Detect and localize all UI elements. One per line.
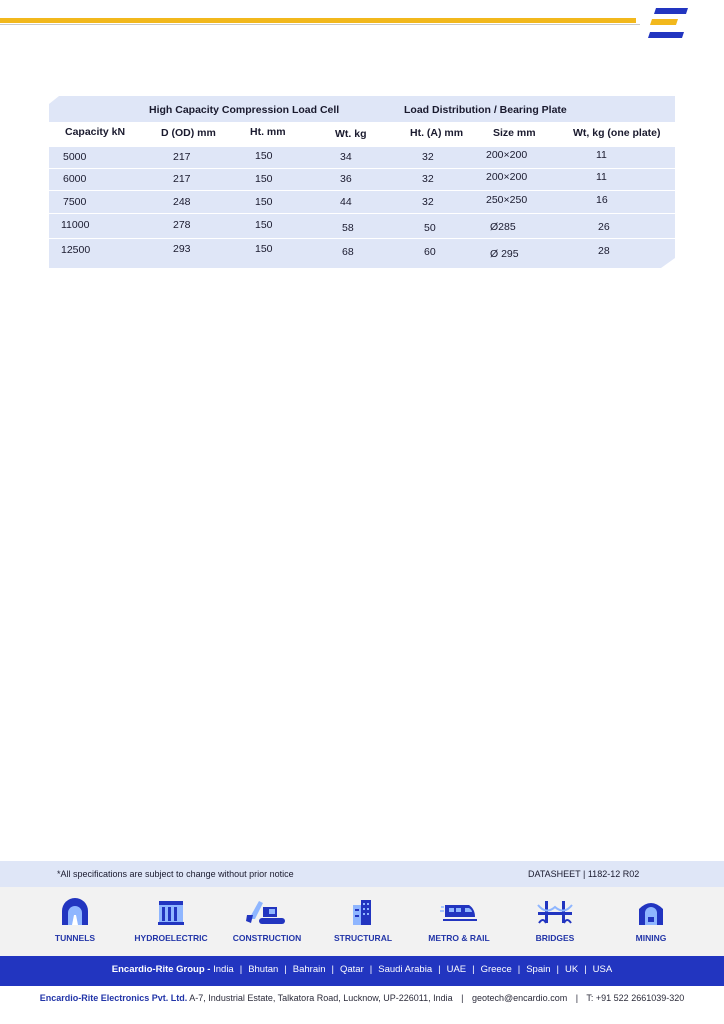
industry-metro-rail bbox=[409, 897, 509, 943]
column-header: Wt. kg bbox=[335, 128, 367, 140]
table-cell: 150 bbox=[255, 196, 273, 208]
column-header: Ht. (A) mm bbox=[410, 127, 464, 139]
company-address: A-7, Industrial Estate, Talkatora Road, Lucknow, UP-226011, India bbox=[189, 993, 453, 1003]
table-cell: 200×200 bbox=[486, 149, 528, 161]
industry-construction bbox=[217, 897, 317, 943]
disclaimer-note: *All specifications are subject to change without prior notice bbox=[57, 869, 294, 879]
excavator-icon bbox=[245, 897, 289, 927]
industry-hydroelectric bbox=[121, 897, 221, 943]
building-icon bbox=[348, 897, 378, 927]
country-item: UAE bbox=[446, 964, 467, 975]
country-item: Saudi Arabia bbox=[378, 964, 433, 975]
table-cell: 7500 bbox=[63, 196, 87, 208]
table-cell: 32 bbox=[422, 173, 434, 185]
dam-icon bbox=[156, 897, 186, 927]
industry-label: TUNNELS bbox=[54, 933, 96, 943]
encardio-logo-icon bbox=[648, 6, 688, 40]
industry-label: MINING bbox=[635, 933, 667, 943]
header-accent-stripe bbox=[0, 18, 636, 23]
table-cell: 32 bbox=[422, 151, 434, 163]
column-header: Size mm bbox=[493, 127, 536, 139]
mine-icon bbox=[636, 897, 666, 927]
table-cell: 44 bbox=[340, 196, 352, 208]
table-cell: 36 bbox=[340, 173, 352, 185]
specifications-table bbox=[49, 96, 675, 268]
country-item: Spain bbox=[526, 964, 551, 975]
table-cell: 11 bbox=[596, 171, 607, 183]
table-cell: 217 bbox=[173, 173, 191, 185]
table-cell: 68 bbox=[342, 246, 354, 258]
table-cell: 250×250 bbox=[486, 194, 528, 206]
table-cell: Ø 295 bbox=[490, 248, 519, 260]
company-phone: T: +91 522 2661039-320 bbox=[586, 993, 685, 1003]
industry-tunnels bbox=[25, 897, 125, 943]
table-cell: 150 bbox=[255, 173, 273, 185]
industry-label: CONSTRUCTION bbox=[232, 933, 302, 943]
country-item: Bahrain bbox=[292, 964, 326, 975]
column-header: Wt, kg (one plate) bbox=[573, 127, 661, 139]
industry-bridges bbox=[505, 897, 605, 943]
table-cell: 58 bbox=[342, 222, 354, 234]
table-cell: 200×200 bbox=[486, 171, 528, 183]
industry-label: STRUCTURAL bbox=[333, 933, 393, 943]
table-cell: 248 bbox=[173, 196, 191, 208]
table-cell: 28 bbox=[598, 245, 610, 257]
column-header: D (OD) mm bbox=[161, 127, 216, 139]
group-header-load-cell: High Capacity Compression Load Cell bbox=[149, 104, 340, 116]
table-cell: 150 bbox=[255, 150, 273, 162]
group-countries-line: Encardio-Rite Group - India | Bhutan | Bahrain | Qatar | Saudi Arabia | UAE | Greece | Spain | UK | USA bbox=[111, 964, 613, 975]
table-cell: 50 bbox=[424, 222, 436, 234]
bridge-icon bbox=[537, 897, 573, 927]
column-header: Capacity kN bbox=[65, 126, 126, 138]
group-prefix: Encardio-Rite Group - bbox=[111, 964, 211, 975]
column-header: Ht. mm bbox=[250, 126, 286, 138]
table-cell: 34 bbox=[340, 151, 352, 163]
header-rule bbox=[0, 24, 640, 25]
country-item: Greece bbox=[480, 964, 512, 975]
table-cell: Ø285 bbox=[490, 221, 516, 233]
company-contact-line: Encardio-Rite Electronics Pvt. Ltd. A-7, Industrial Estate, Talkatora Road, Lucknow, UP-226011, India | geotech@encardio.com | T: +91 522 2661039-320 bbox=[39, 993, 685, 1003]
country-item: Bhutan bbox=[248, 964, 279, 975]
country-item: Qatar bbox=[340, 964, 364, 975]
train-icon bbox=[439, 897, 479, 927]
tunnel-icon bbox=[60, 897, 90, 927]
industry-label: BRIDGES bbox=[535, 933, 575, 943]
industry-label: METRO & RAIL bbox=[428, 933, 490, 943]
table-cell: 16 bbox=[596, 194, 608, 206]
table-cell: 217 bbox=[173, 151, 191, 163]
company-name: Encardio-Rite Electronics Pvt. Ltd. bbox=[39, 993, 188, 1003]
country-item: USA bbox=[592, 964, 613, 975]
table-cell: 11 bbox=[596, 149, 607, 161]
industry-mining bbox=[601, 897, 701, 943]
table-cell: 150 bbox=[255, 243, 273, 255]
table-cell: 150 bbox=[255, 219, 273, 231]
table-cell: 5000 bbox=[63, 151, 87, 163]
table-cell: 26 bbox=[598, 221, 610, 233]
industry-structural bbox=[313, 897, 413, 943]
table-cell: 11000 bbox=[61, 219, 90, 231]
group-header-bearing-plate: Load Distribution / Bearing Plate bbox=[404, 104, 567, 116]
industry-label: HYDROELECTRIC bbox=[134, 933, 208, 943]
table-background bbox=[49, 96, 675, 268]
table-cell: 278 bbox=[173, 219, 191, 231]
table-cell: 293 bbox=[173, 243, 191, 255]
table-cell: 60 bbox=[424, 246, 436, 258]
datasheet-reference: DATASHEET | 1182-12 R02 bbox=[528, 869, 640, 879]
company-email[interactable]: geotech@encardio.com bbox=[472, 993, 568, 1003]
table-cell: 6000 bbox=[63, 173, 87, 185]
country-item: India bbox=[213, 964, 234, 975]
country-item: UK bbox=[565, 964, 579, 975]
table-cell: 12500 bbox=[61, 244, 91, 256]
table-cell: 32 bbox=[422, 196, 434, 208]
